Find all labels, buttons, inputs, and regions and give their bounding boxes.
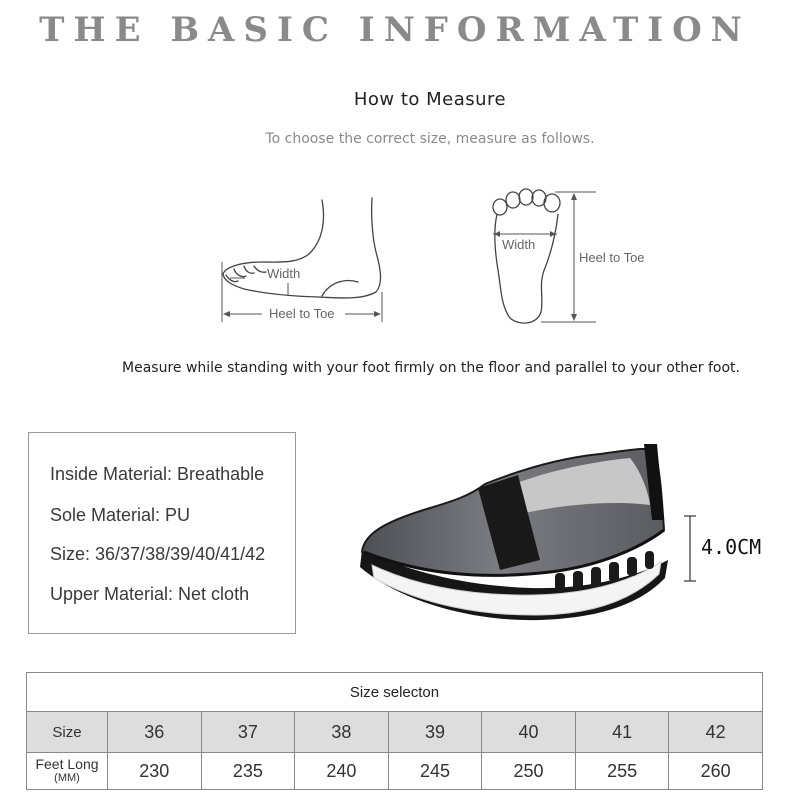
sole-foot-illustration xyxy=(493,189,560,323)
foot-measure-diagram xyxy=(0,185,790,335)
side-width-label: Width xyxy=(267,266,301,281)
feet-long-cell: 255 xyxy=(575,753,669,790)
sole-length-label: Heel to Toe xyxy=(579,250,645,265)
feet-long-cell: 235 xyxy=(201,753,295,790)
shoe-image xyxy=(350,430,775,630)
feet-long-cell: 245 xyxy=(388,753,482,790)
spec-inside-material: Inside Material: Breathable xyxy=(50,464,265,484)
page-title: THE BASIC INFORMATION xyxy=(39,10,751,50)
heel-height-label: 4.0CM xyxy=(701,535,762,559)
size-cell: 41 xyxy=(575,712,669,753)
feet-long-unit: (MM) xyxy=(54,772,80,784)
spec-upper-material: Upper Material: Net cloth xyxy=(50,584,250,604)
feet-long-cell: 240 xyxy=(295,753,389,790)
size-cell: 36 xyxy=(108,712,202,753)
section-title: How to Measure xyxy=(353,89,507,110)
size-chart-table xyxy=(26,672,763,790)
spec-sizes: Size: 36/37/38/39/40/41/42 xyxy=(50,544,266,564)
size-cell: 42 xyxy=(669,712,763,753)
measure-note: Measure while standing with your foot firmly on the floor and parallel to your other foot. xyxy=(122,360,740,376)
size-cell: 39 xyxy=(388,712,482,753)
size-cell: 40 xyxy=(482,712,576,753)
feet-long-cell: 260 xyxy=(669,753,763,790)
side-length-label: Heel to Toe xyxy=(269,306,335,321)
size-chart-caption: Size selecton xyxy=(27,673,763,712)
feet-long-header xyxy=(27,753,108,790)
size-cell: 37 xyxy=(201,712,295,753)
side-foot-illustration xyxy=(223,198,381,298)
feet-long-cell: 250 xyxy=(482,753,576,790)
size-cell: 38 xyxy=(295,712,389,753)
sole-width-label: Width xyxy=(502,237,536,252)
size-row xyxy=(27,712,763,753)
size-row-header: Size xyxy=(27,712,108,753)
spec-sole-material: Sole Material: PU xyxy=(50,505,191,525)
feet-long-row xyxy=(27,753,763,790)
feet-long-header-label: Feet Long xyxy=(35,756,99,772)
measure-instruction: To choose the correct size, measure as follows. xyxy=(265,131,595,147)
feet-long-cell: 230 xyxy=(108,753,202,790)
